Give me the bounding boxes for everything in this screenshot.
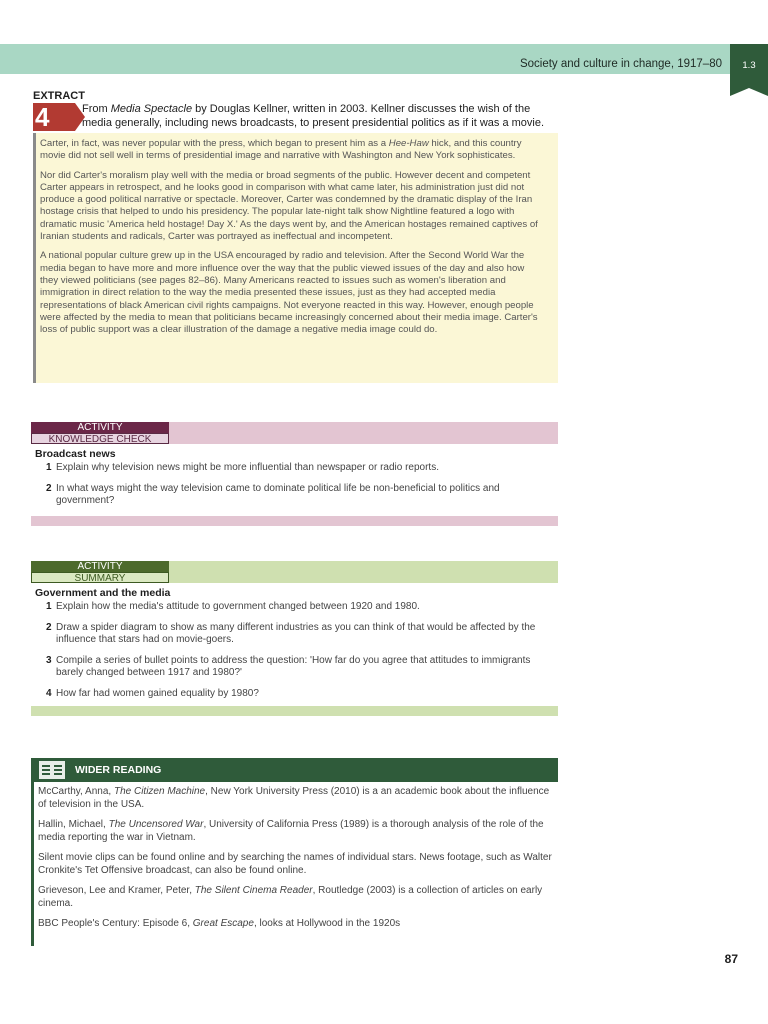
extract-intro: From Media Spectacle by Douglas Kellner, written in 2003. Kellner discusses the wish of the media generally, including news broadcasts, to present presidential politics as if it was a movie. bbox=[82, 103, 545, 129]
list-item: BBC People's Century: Episode 6, Great Escape, looks at Hollywood in the 1920s bbox=[38, 918, 401, 929]
list-item: 4 How far had women gained equality by 1980? bbox=[46, 687, 259, 699]
extract-body bbox=[33, 133, 558, 383]
wider-reading-list bbox=[38, 786, 554, 939]
list-item: 2 Draw a spider diagram to show as many different industries as you can think of that would be affected by the influence that stars had on movie-goers. bbox=[46, 621, 536, 645]
list-item: Silent movie clips can be found online and by searching the names of individual stars. News footage, such as Walter Cronkite's Tet Offensive broadcast, can also be found online. bbox=[38, 852, 552, 876]
activity-type-label: SUMMARY bbox=[31, 572, 169, 583]
extract-label: EXTRACT bbox=[33, 90, 85, 102]
list-item: McCarthy, Anna, The Citizen Machine, New York University Press (2010) is a an academic book about the influence of television in the USA. bbox=[38, 786, 550, 810]
knowledge-check-footer bbox=[31, 516, 558, 526]
summary-header bbox=[31, 561, 558, 583]
chapter-tab: 1.3 bbox=[730, 44, 768, 88]
extract-paragraph: Carter, in fact, was never popular with the press, which began to present him as a Hee-Haw hick, and this country movie did not sell well in terms of presidential image and narrative with Washington and New York sophisticates. bbox=[40, 138, 522, 162]
list-item: 1 Explain why television news might be more influential than newspaper or radio reports. bbox=[46, 462, 439, 473]
list-item: Hallin, Michael, The Uncensored War, University of California Press (1989) is a thorough analysis of the role of the media reporting the war in Vietnam. bbox=[38, 819, 544, 843]
summary-list bbox=[46, 601, 546, 708]
list-item: Grieveson, Lee and Kramer, Peter, The Silent Cinema Reader, Routledge (2003) is a collection of articles on early cinema. bbox=[38, 885, 543, 909]
list-item: 3 Compile a series of bullet points to address the question: 'How far do you agree that attitudes to immigrants barely changed between 1917 and 1980?' bbox=[46, 654, 531, 678]
page-number: 87 bbox=[724, 952, 738, 966]
wider-reading-header bbox=[31, 758, 558, 782]
knowledge-check-list bbox=[46, 462, 546, 516]
activity-type-label: KNOWLEDGE CHECK bbox=[31, 433, 169, 444]
list-item: 1 Explain how the media's attitude to government changed between 1920 and 1980. bbox=[46, 601, 420, 612]
book-icon bbox=[39, 761, 65, 779]
activity-label: ACTIVITY bbox=[77, 422, 123, 433]
summary-title: Government and the media bbox=[35, 587, 171, 599]
extract-number-badge: 4 bbox=[33, 103, 75, 131]
activity-label: ACTIVITY bbox=[77, 561, 123, 572]
wider-reading-title: WIDER READING bbox=[75, 764, 162, 776]
extract-paragraph: A national popular culture grew up in the USA encouraged by radio and television. After the Second World War the media began to have more and more influence over the way that the public viewed issues of the day and also how they viewed politicians (see pages 82–86). Many Americans reacted to issues such as women's liberation and immigration in direct relation to the way the media presented these issues, just as they had accepted media representations of black American civil rights campaigns. Not everyone reacted in this way. However, enough people were affected by the media to mean that politicians became increasingly concerned about their media image. Carter's loss of public support was a clear illustration of the damage a negative media image could do. bbox=[40, 250, 538, 336]
extract-paragraph: Nor did Carter's moralism play well with the media or broad segments of the public. However decent and competent Carter appears in retrospect, and he looks good in comparison with what came later, his administration just did not produce a good political narrative or spectacle. Moreover, Carter was condemned by the dramatic display of the Iran hostage crisis that helped to undo his presidency. The popular late-night talk show Nightline featured a logo with dramatic music 'America held hostage! Day X.' As the days went by, and the American hostages remained captives of Iranian students and radicals, Carter was portrayed as ineffectual and incompetent. bbox=[40, 169, 538, 243]
extract-source-title: Media Spectacle bbox=[110, 103, 193, 115]
list-item: 2 In what ways might the way television came to dominate political life be non-beneficial to politics and government? bbox=[46, 482, 500, 506]
running-header-title: Society and culture in change, 1917–80 bbox=[519, 58, 722, 70]
summary-footer bbox=[31, 706, 558, 716]
knowledge-check-header bbox=[31, 422, 558, 444]
knowledge-check-title: Broadcast news bbox=[35, 448, 116, 460]
